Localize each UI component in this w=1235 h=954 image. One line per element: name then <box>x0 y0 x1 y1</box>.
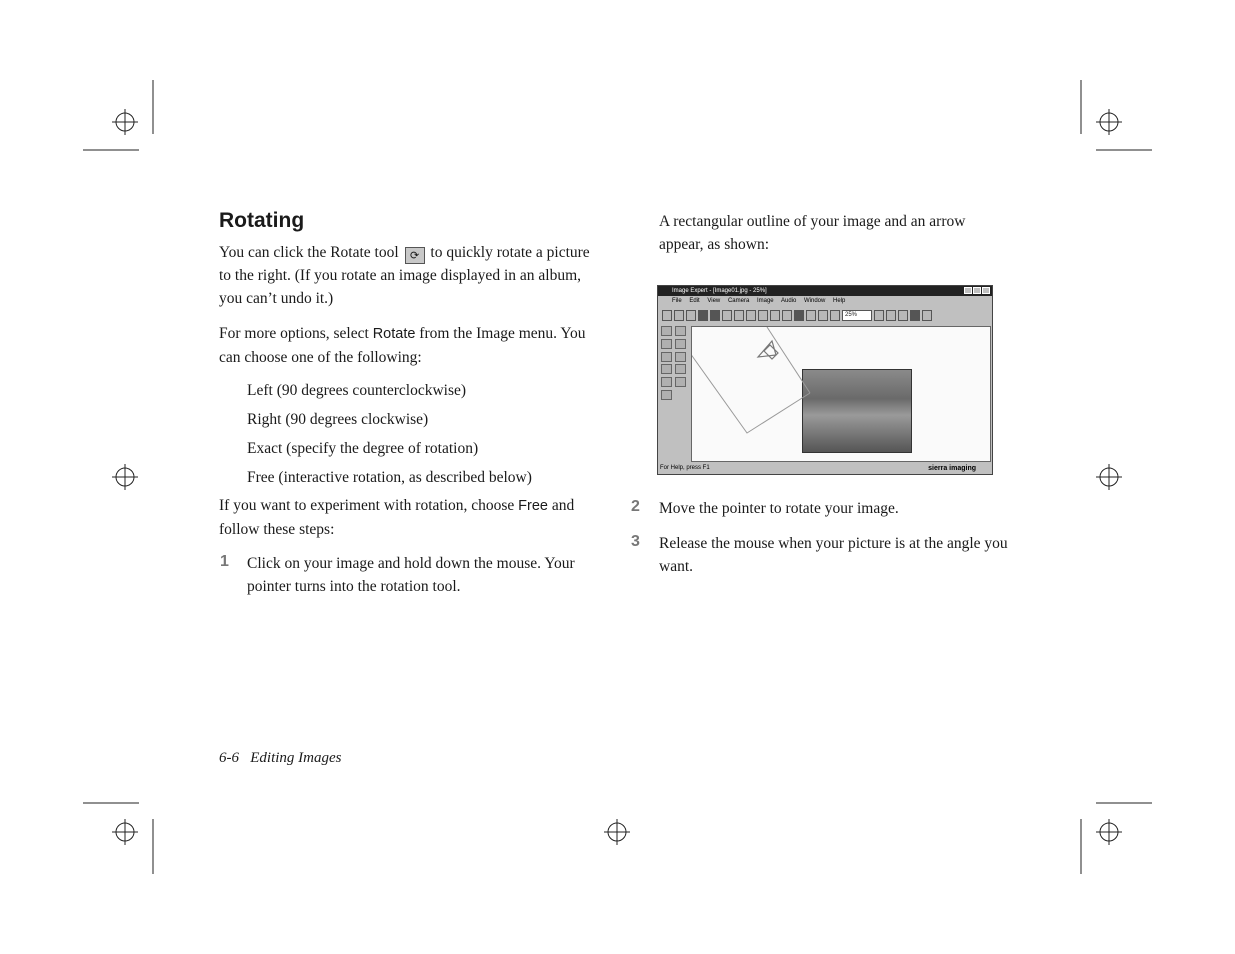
rotate-menu-name: Rotate <box>372 326 416 342</box>
option-item: Exact (specify the degree of rotation) <box>247 440 479 457</box>
intro-paragraph: A rectangular outline of your image and an arrow appear, as shown: <box>659 213 966 253</box>
screenshot-statusbar <box>658 463 992 474</box>
step-text: Move the pointer to rotate your image. <box>659 500 899 517</box>
rotation-outline <box>692 327 992 463</box>
p1-before: You can click the Rotate tool <box>219 244 399 261</box>
step-number: 1 <box>220 553 229 570</box>
p3-before: If you want to experiment with rotation, choose <box>219 497 515 514</box>
page-footer <box>219 750 342 767</box>
p3-after: and follow these steps: <box>219 497 575 538</box>
menu-item: Audio <box>780 298 797 304</box>
screenshot-menubar <box>658 296 992 306</box>
zoom-box: 25% <box>842 310 872 321</box>
screenshot-toolbar <box>662 308 988 322</box>
menu-item: Window <box>804 298 826 304</box>
p2-after: from the Image menu. You can choose one of the following: <box>219 325 586 366</box>
menu-item: Camera <box>727 298 750 304</box>
p1-after: to quickly rotate a picture to the right. (If you rotate an image displayed in an album, you can’t undo it.) <box>219 244 590 307</box>
step-text: Click on your image and hold down the mouse. Your pointer turns into the rotation tool. <box>247 555 575 595</box>
brand-logo: sierra imaging <box>928 465 976 472</box>
section-name: Editing Images <box>250 750 342 766</box>
tool-palette <box>661 326 689 401</box>
rotate-tool-paragraph <box>219 241 604 310</box>
free-paragraph <box>219 494 604 541</box>
step-number: 2 <box>631 498 640 515</box>
menu-item: File <box>672 298 682 304</box>
option-item: Free (interactive rotation, as described below) <box>247 469 532 486</box>
section-heading: Rotating <box>219 209 305 232</box>
rotate-tool-icon: ⟳ <box>405 247 425 264</box>
screenshot-titlebar: Image Expert - [Image01.jpg - 25%] <box>658 286 992 296</box>
menu-item: Edit <box>689 298 700 304</box>
step-number: 3 <box>631 533 640 550</box>
app-screenshot <box>657 285 993 475</box>
options-paragraph <box>219 322 604 369</box>
window-buttons <box>964 287 990 294</box>
p2-before: For more options, select <box>219 325 369 342</box>
step-text: Release the mouse when your picture is at the angle you want. <box>659 535 1008 575</box>
menu-item: View <box>707 298 721 304</box>
rotate-arrow-icon <box>758 341 778 359</box>
page-number: 6-6 <box>219 750 239 766</box>
option-item: Right (90 degrees clockwise) <box>247 411 429 428</box>
status-text: For Help, press F1 <box>660 465 710 471</box>
image-canvas <box>691 326 991 462</box>
option-item: Left (90 degrees counterclockwise) <box>247 382 467 399</box>
menu-item: Help <box>833 298 846 304</box>
free-menu-name: Free <box>518 498 548 514</box>
menu-item: Image <box>756 298 774 304</box>
